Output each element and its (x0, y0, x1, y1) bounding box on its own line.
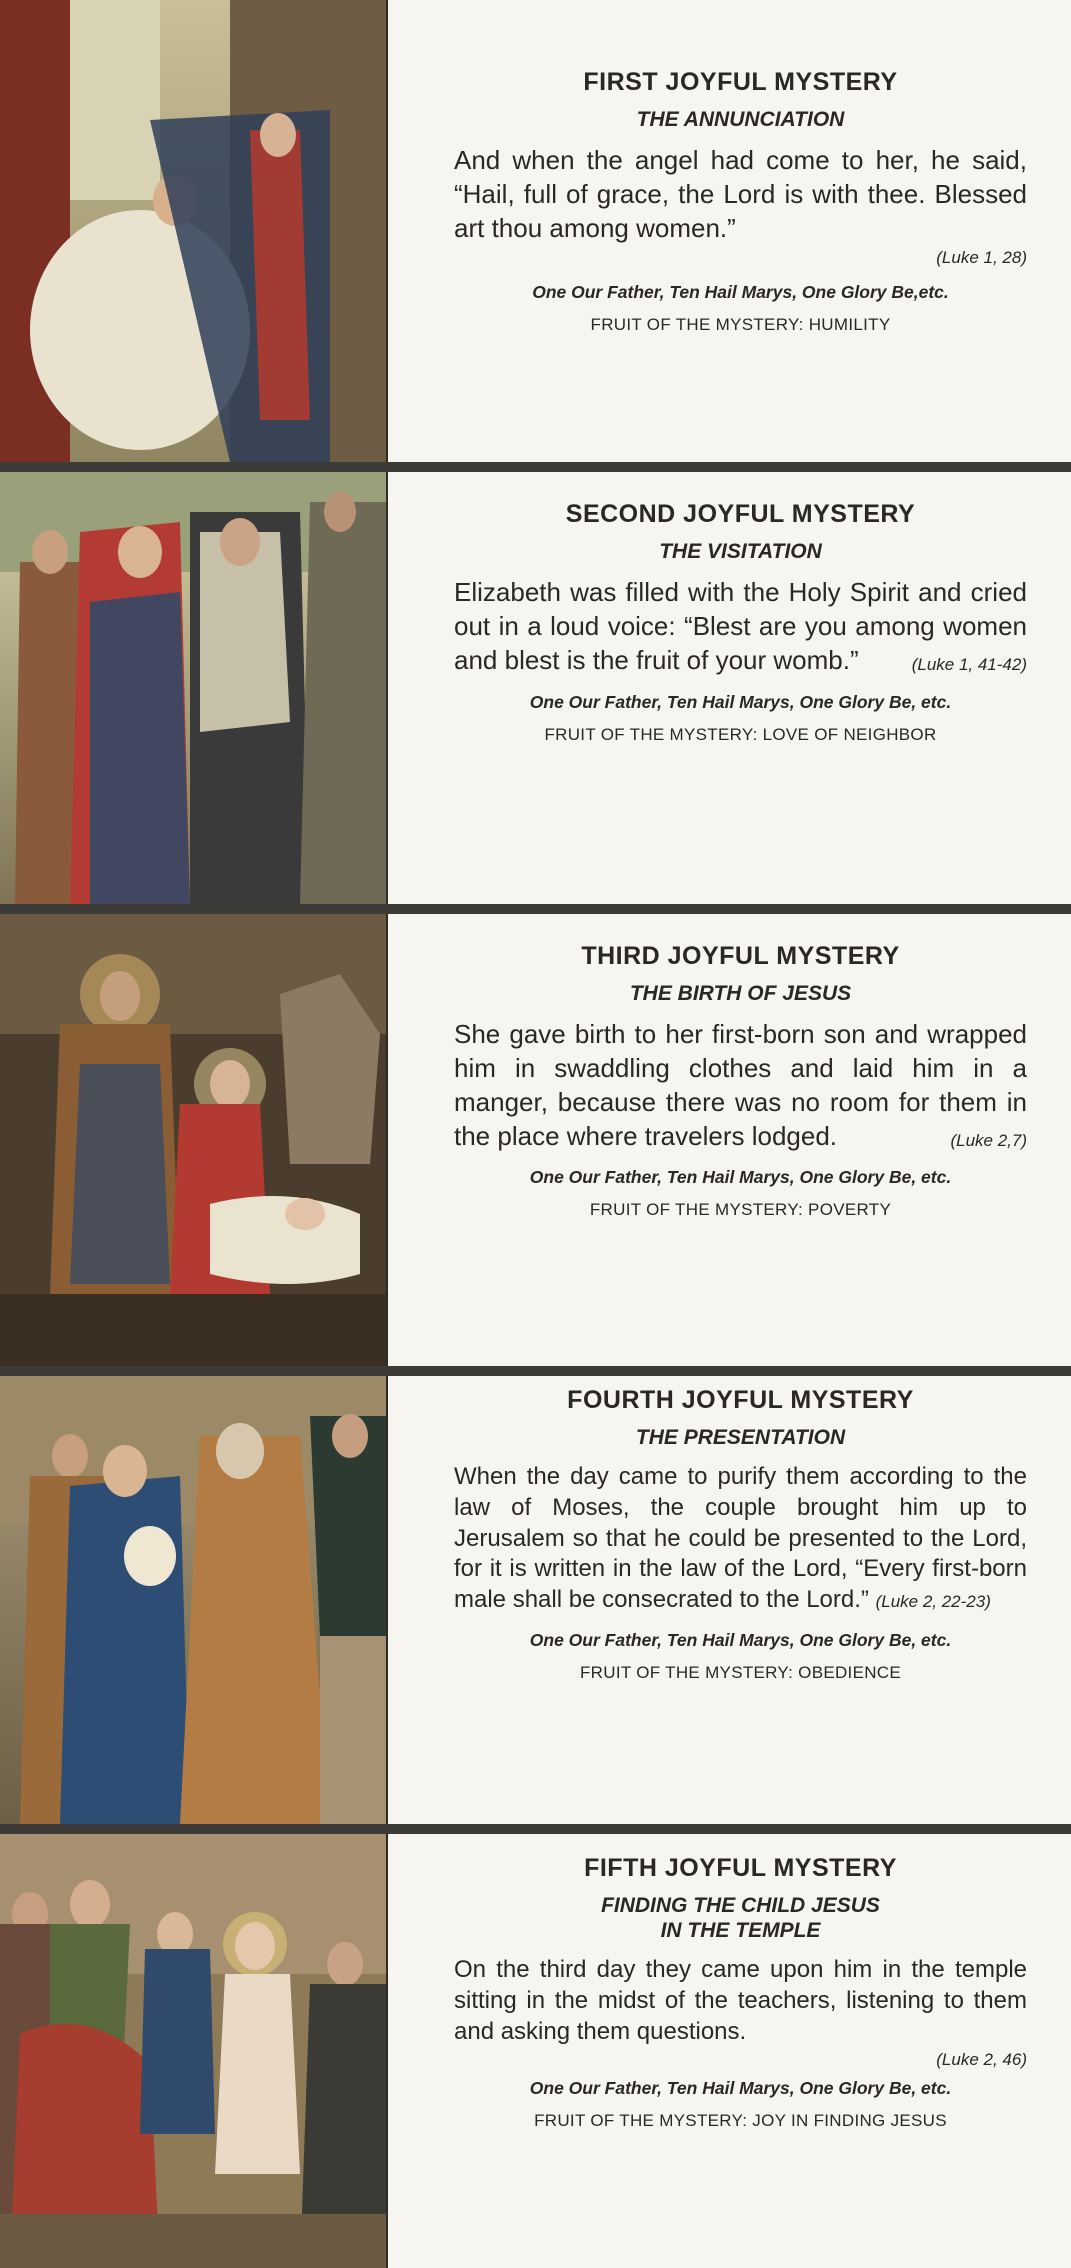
annunciation-painting (0, 0, 388, 462)
scripture-reference: (Luke 1, 28) (936, 247, 1027, 267)
mystery-fruit: FRUIT OF THE MYSTERY: HUMILITY (590, 314, 891, 334)
scripture-text: On the third day they came upon him in the temple sitting in the midst of the teachers, listening to them and asking them questions. (454, 1956, 1027, 2045)
mystery-section-3 (0, 914, 1071, 1366)
scripture-text: She gave birth to her first-born son and wrapped him in swaddling clothes and laid him in a manger, because there was no room for them in the place where travelers lodged. (Luke 2,7) (454, 1019, 1027, 1151)
mystery-fruit: FRUIT OF THE MYSTERY: OBEDIENCE (579, 1662, 902, 1682)
mystery-text-5 (388, 1834, 1071, 2268)
prayer-instruction: One Our Father, Ten Hail Marys, One Glory Be, etc. (529, 2077, 952, 2098)
nativity-painting (0, 914, 388, 1366)
mystery-text-3 (388, 914, 1071, 1366)
scripture-text: When the day came to purify them according to the law of Moses, the couple brought him up to Jerusalem so that he could be presented to the Lord, for it is written in the law of the Lord, “Every first-born male shall be consecrated to the Lord.” (Luke 2, 22-23) (454, 1463, 1027, 1614)
mystery-subtitle: THE BIRTH OF JESUS (629, 982, 852, 1005)
scripture-reference: (Luke 2,7) (950, 1130, 1027, 1150)
mystery-title: FIRST JOYFUL MYSTERY (583, 68, 898, 96)
mystery-subtitle: THE VISITATION (659, 540, 822, 563)
section-divider (0, 1824, 1071, 1834)
section-divider (0, 904, 1071, 914)
mystery-title: FIFTH JOYFUL MYSTERY (584, 1854, 897, 1882)
presentation-painting (0, 1376, 388, 1824)
mystery-title: FOURTH JOYFUL MYSTERY (567, 1386, 914, 1414)
prayer-instruction: One Our Father, Ten Hail Marys, One Glory Be, etc. (529, 1167, 952, 1188)
scripture-reference: (Luke 1, 41-42) (911, 654, 1027, 674)
scripture-reference: (Luke 2, 46) (936, 2049, 1027, 2069)
mystery-section-5 (0, 1834, 1071, 2268)
prayer-instruction: One Our Father, Ten Hail Marys, One Glory Be, etc. (529, 1629, 952, 1650)
finding-in-temple-painting (0, 1834, 388, 2268)
section-divider (0, 462, 1071, 472)
mystery-text-4 (388, 1376, 1071, 1824)
mystery-section-2 (0, 472, 1071, 904)
scripture-text: Elizabeth was filled with the Holy Spirit and cried out in a loud voice: “Blest are you among women and blest is the fruit of your womb.” (Luke 1, 41-42) (454, 577, 1027, 675)
mystery-fruit: FRUIT OF THE MYSTERY: JOY IN FINDING JESUS (534, 2110, 947, 2130)
mystery-subtitle: THE ANNUNCIATION (636, 108, 845, 131)
mystery-title: SECOND JOYFUL MYSTERY (565, 500, 916, 528)
prayer-instruction: One Our Father, Ten Hail Marys, One Glory Be, etc. (529, 691, 952, 712)
mystery-section-4 (0, 1376, 1071, 1824)
section-divider (0, 1366, 1071, 1376)
mystery-fruit: FRUIT OF THE MYSTERY: POVERTY (589, 1200, 892, 1220)
scripture-text: And when the angel had come to her, he said, “Hail, full of grace, the Lord is with thee. Blessed art thou among women.” (454, 145, 1027, 243)
visitation-painting (0, 472, 388, 904)
mystery-title: THIRD JOYFUL MYSTERY (581, 942, 900, 970)
scripture-reference: (Luke 2, 22-23) (875, 1592, 991, 1612)
mystery-text-1 (388, 0, 1071, 462)
prayer-instruction: One Our Father, Ten Hail Marys, One Glory Be,etc. (532, 281, 949, 302)
mystery-subtitle: FINDING THE CHILD JESUS IN THE TEMPLE (601, 1894, 880, 1943)
mystery-subtitle: THE PRESENTATION (635, 1426, 846, 1449)
mystery-fruit: FRUIT OF THE MYSTERY: LOVE OF NEIGHBOR (544, 724, 937, 744)
mystery-section-1 (0, 0, 1071, 462)
mystery-text-2 (388, 472, 1071, 904)
